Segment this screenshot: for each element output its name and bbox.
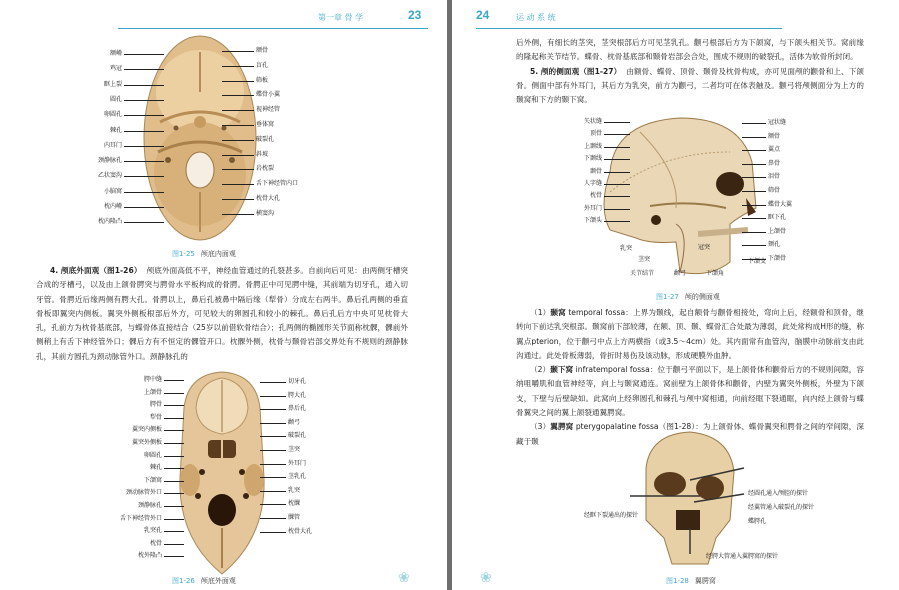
fig126-caption-number: 图1-26	[172, 577, 195, 585]
fig125-label: 破裂孔	[256, 135, 275, 143]
skull-base-external-figure	[168, 368, 276, 578]
fig125-caption	[172, 249, 236, 259]
fig126-label: 棘孔	[149, 464, 162, 472]
fig126-label: 卵圆孔	[143, 451, 162, 459]
leader-line	[164, 393, 184, 394]
fig127-label: 眶下孔	[768, 214, 787, 222]
leader-line	[260, 382, 286, 383]
leader-line	[604, 134, 630, 135]
fig127-label: 颏孔	[768, 241, 781, 249]
fig126-label: 外耳门	[288, 459, 307, 467]
fig126-label: 颈静脉孔	[137, 502, 162, 509]
fig126-label: 腭中缝	[143, 376, 162, 383]
leader-line	[222, 81, 254, 82]
leader-line	[604, 184, 630, 185]
leader-line	[742, 191, 766, 192]
fossa-item: （2）颞下窝 infratemporal fossa：位于颧弓平面以下，是上颌骨体和颧骨后方的不规则间隙，容纳咀嚼肌和血管神经等，向上与颞窝通连。窝前壁为上颌骨体和颧骨，内壁为翼突外侧板，外壁为下颌支，下壁与后壁缺如。此窝向上经卵圆孔和棘孔与颅中窝相通，向前经眶下裂通眶，向内经上颌骨与蝶骨翼突之间的翼上颌裂通翼腭窝。	[516, 365, 865, 418]
fig125-caption-text: 颅底内面观	[200, 250, 236, 258]
fig125-label: 鸡冠	[109, 65, 122, 73]
fig125-label: 枕骨大孔	[256, 195, 281, 202]
leader-line	[604, 147, 630, 148]
leader-line	[124, 146, 164, 147]
leader-line	[260, 450, 286, 451]
corner-ornament-icon: ❀	[480, 570, 492, 586]
leader-line	[260, 532, 286, 533]
fig127-caption	[656, 292, 720, 302]
fig125-label: 颈静脉孔	[97, 157, 122, 165]
leader-line	[260, 423, 286, 424]
fig126-label: 乳突	[288, 486, 301, 494]
fig125-label: 岩枕裂	[256, 165, 275, 173]
leader-line	[742, 177, 766, 178]
fig125-label: 枕内隆凸	[97, 218, 122, 226]
fossa-item: （1）颞窝 temporal fossa：上界为颞线，起自额骨与颧骨相接处，弯向上后，经额骨和顶骨，继转向下前达乳突根部。颞窝前下部较薄，在额、顶、颞、蝶骨汇合处最为薄弱，此处常构成H形的缝，称翼点pterion，位于颧弓中点上方两横指（或3.5～4cm）处。其内面常有血管沟，脑膜中动脉前支由此沟通过。此处骨板薄弱，骨折时易伤及该动脉，形成硬膜外血肿。	[516, 308, 864, 360]
leader-line	[222, 51, 254, 52]
fig127-label: 上颌骨	[768, 227, 787, 235]
leader-line	[260, 477, 286, 478]
fig126-label: 腭骨	[149, 401, 162, 409]
leader-line	[222, 155, 254, 156]
fig126-label: 破裂孔	[288, 432, 307, 440]
leader-line	[164, 531, 184, 532]
fig126-label: 颧弓	[288, 418, 301, 426]
leader-line	[164, 443, 184, 444]
fig128-bottom-label: 经腭大管通入翼腭窝的探针	[706, 553, 779, 560]
fig126-caption-text: 颅底外面观	[200, 577, 236, 585]
leader-line	[260, 396, 286, 397]
fig125-label: 内耳门	[103, 141, 122, 149]
skull-base-internal-figure	[140, 32, 260, 244]
fig127-label: 矢状缝	[583, 118, 602, 125]
leader-line	[742, 218, 766, 219]
section5-heading: 5. 颅的侧面观（图1-27）	[530, 66, 622, 76]
leader-line	[222, 110, 254, 111]
fig127-label: 泪骨	[768, 173, 781, 181]
leader-line	[222, 140, 254, 141]
section4-text: 颅底外面高低不平，神经血管通过的孔裂甚多。自前向后可见：由两侧牙槽突合成的牙槽弓，以及由上颌骨腭突与腭骨水平板构成的骨腭。骨腭正中可见腭中缝，其前端为切牙孔，通入切牙管。骨腭近后缘两侧有腭大孔。骨腭以上，鼻后孔被鼻中隔后缘（犁骨）分成左右两半。鼻后孔两侧的垂直骨板即翼突内侧板。翼突外侧板根部后外方，可见较大的卵圆孔和较小的棘孔。鼻后孔后方中央可见枕骨大孔，孔前方为枕骨基底部，与蝶骨体直接结合（25岁以前借软骨结合）；孔两侧的椭圆形关节面称枕髁，髁前外侧稍上有舌下神经管外口；髁后方有不恒定的髁管开口。枕髁外侧，枕骨与颞骨岩部交界处有不规则的颈静脉孔，其前方圆孔为颈动脉管外口。颈静脉孔的	[36, 266, 408, 361]
right-body-top	[516, 36, 864, 107]
fig125-label: 额骨	[256, 47, 269, 54]
fig127-label: 下颌骨	[768, 255, 787, 262]
right-body-items	[516, 306, 865, 446]
fig128-label: 经翼管通入破裂孔的探针	[748, 504, 815, 511]
fig125-label: 小脑窝	[103, 187, 122, 195]
fig127-caption-number: 图1-27	[656, 293, 679, 301]
page-number: 23	[408, 8, 422, 22]
leader-line	[164, 418, 184, 419]
fig127-label: 顶骨	[589, 130, 602, 138]
leader-line	[260, 504, 286, 505]
fig126-label: 下颌窝	[143, 476, 162, 484]
leader-line	[260, 491, 286, 492]
leader-line	[124, 207, 164, 208]
leader-line	[742, 123, 766, 124]
fig127-label: 枕骨	[589, 192, 602, 200]
leader-line	[222, 184, 254, 185]
fig125-label: 盲孔	[256, 61, 269, 69]
continued-paragraph: 后外侧，有细长的茎突，茎突根部后方可见茎乳孔。颧弓根部后方为下颌窝，与下颌头相关节。窝前缘的隆起称关节结节。蝶骨、枕骨基底部和颞骨岩部会合处，围成不规则的破裂孔，活体为软骨所封闭。	[516, 38, 864, 62]
fig127-label: 冠突	[698, 244, 711, 251]
fig125-label: 棘孔	[109, 126, 122, 134]
fig128-caption-number: 图1-28	[666, 577, 689, 585]
leader-line	[124, 161, 164, 162]
leader-line	[604, 122, 630, 123]
fossa-item: （3）翼腭窝 pterygopalatine fossa（图1-28）：为上颌骨体、蝶骨翼突和腭骨之间的窄间隙，深藏于颞	[516, 422, 864, 446]
leader-line	[124, 54, 164, 55]
fig126-label: 犁骨	[149, 413, 162, 421]
leader-line	[222, 66, 254, 67]
section5-text: 由额骨、蝶骨、顶骨、颞骨及枕骨构成，亦可见面颅的颧骨和上、下颌骨。侧面中部有外耳门，其后方为乳突，前方为颧弓，二者均可在体表触及。颧弓将颅侧面分为上方的颞窝和下方的颞下窝。	[516, 66, 864, 105]
fig128-caption	[666, 576, 716, 586]
fig125-label: 额嵴	[109, 50, 122, 57]
leader-line	[164, 506, 184, 507]
leader-line	[742, 137, 766, 138]
leader-line	[742, 150, 766, 151]
leader-line	[742, 245, 766, 246]
leader-line	[124, 192, 164, 193]
fig126-caption	[172, 576, 236, 586]
left-body-paragraph	[36, 264, 408, 364]
leader-line	[124, 69, 164, 70]
fig125-label: 卵圆孔	[103, 111, 122, 119]
fig125-label: 横窦沟	[256, 209, 275, 217]
fig126-label: 腭大孔	[288, 391, 307, 399]
fig127-label: 鼻骨	[768, 159, 781, 167]
pterygopalatine-fossa-figure	[630, 428, 744, 568]
header-rule	[476, 28, 782, 29]
leader-line	[222, 95, 254, 96]
leader-line	[164, 481, 184, 482]
leader-line	[604, 221, 630, 222]
fig127-label: 蝶骨大翼	[768, 200, 793, 208]
running-header: 第一章 骨 学	[318, 13, 364, 22]
fig128-left-label: 经眶下裂通出的探针	[583, 512, 638, 519]
fig126-label: 茎突	[288, 446, 301, 453]
fig127-label: 额骨	[768, 132, 781, 140]
leader-line	[124, 176, 164, 177]
fig127-label: 颞骨	[589, 167, 602, 175]
leader-line	[222, 125, 254, 126]
fig125-label: 圆孔	[109, 95, 122, 103]
fig126-label: 翼突外侧板	[131, 439, 162, 446]
leader-line	[124, 115, 164, 116]
fig125-label: 垂体窝	[256, 121, 275, 128]
fig127-label: 外耳门	[583, 204, 602, 212]
fig127-label: 乳突	[620, 245, 633, 252]
fig126-label: 上颌骨	[143, 388, 162, 396]
leader-line	[260, 464, 286, 465]
leader-line	[260, 436, 286, 437]
fig125-label: 斜坡	[256, 150, 269, 158]
fig126-label: 枕髁	[288, 500, 301, 508]
left-page	[0, 0, 447, 590]
fig126-label: 茎乳孔	[288, 473, 307, 481]
fig127-label: 翼点	[768, 146, 781, 154]
leader-line	[124, 85, 164, 86]
fig127-label: 下颞线	[583, 155, 602, 163]
fig125-label: 乙状窦沟	[97, 172, 122, 180]
leader-line	[742, 164, 766, 165]
fig128-label: 经圆孔通入颅腔的探针	[748, 490, 809, 497]
fig127-label: 下颌支	[748, 258, 767, 265]
leader-line	[742, 205, 766, 206]
fig127-label: 关节结节	[630, 270, 655, 277]
fig125-label: 视神经管	[256, 106, 281, 114]
leader-line	[222, 199, 254, 200]
fig127-label: 颧弓	[674, 270, 687, 277]
fig126-label: 切牙孔	[288, 378, 307, 385]
leader-line	[124, 100, 164, 101]
fig125-label: 舌下神经管内口	[256, 180, 299, 188]
right-page	[452, 0, 899, 590]
section4-heading: 4. 颅底外面观（图1-26）	[50, 266, 142, 275]
fig127-label: 上颞线	[583, 142, 602, 150]
fig128-label: 蝶腭孔	[748, 518, 767, 525]
leader-line	[604, 209, 630, 210]
leader-line	[164, 430, 184, 431]
leader-line	[164, 456, 184, 457]
fig126-label: 舌下神经管外口	[119, 514, 162, 522]
leader-line	[124, 222, 164, 223]
leader-line	[164, 556, 184, 557]
fig126-label: 鼻后孔	[288, 405, 307, 413]
header-rule	[118, 28, 428, 29]
fig126-label: 枕骨	[149, 539, 162, 547]
leader-line	[604, 159, 630, 160]
leader-line	[164, 380, 184, 381]
leader-line	[260, 518, 286, 519]
fig128-caption-text: 翼腭窝	[694, 577, 716, 585]
leader-line	[604, 172, 630, 173]
leader-line	[164, 544, 184, 545]
leader-line	[164, 468, 184, 469]
leader-line	[164, 493, 184, 494]
leader-line	[604, 196, 630, 197]
running-header: 运 动 系 统	[516, 13, 556, 22]
leader-line	[164, 519, 184, 520]
fig125-label: 眶上裂	[103, 80, 122, 88]
fig126-label: 翼突内侧板	[131, 426, 162, 434]
fig127-label: 下颌头	[583, 217, 602, 225]
fig125-label: 枕内嵴	[103, 203, 122, 210]
fig126-label: 枕外隆凸	[137, 552, 162, 560]
fig127-label: 筛骨	[768, 187, 781, 194]
fig127-label: 下颌角	[706, 270, 725, 277]
leader-line	[222, 169, 254, 170]
fig126-label: 颈动脉管外口	[125, 489, 162, 497]
page-number: 24	[476, 8, 490, 22]
fig127-label: 茎突	[638, 256, 651, 263]
fig125-label: 蝶骨小翼	[256, 91, 281, 99]
fig126-label: 髁管	[288, 514, 301, 521]
fig125-caption-number: 图1-25	[172, 250, 195, 258]
leader-line	[222, 214, 254, 215]
leader-line	[742, 232, 766, 233]
leader-line	[260, 409, 286, 410]
fig126-label: 乳突孔	[143, 527, 162, 535]
fig126-label: 枕骨大孔	[288, 527, 313, 535]
fig125-label: 筛板	[256, 76, 269, 84]
corner-ornament-icon: ❀	[398, 570, 410, 586]
fig127-caption-text: 颅的侧面观	[684, 293, 720, 301]
leader-line	[124, 131, 164, 132]
fig127-label: 冠状缝	[768, 119, 787, 126]
fig127-label: 人字缝	[583, 180, 602, 187]
leader-line	[164, 405, 184, 406]
